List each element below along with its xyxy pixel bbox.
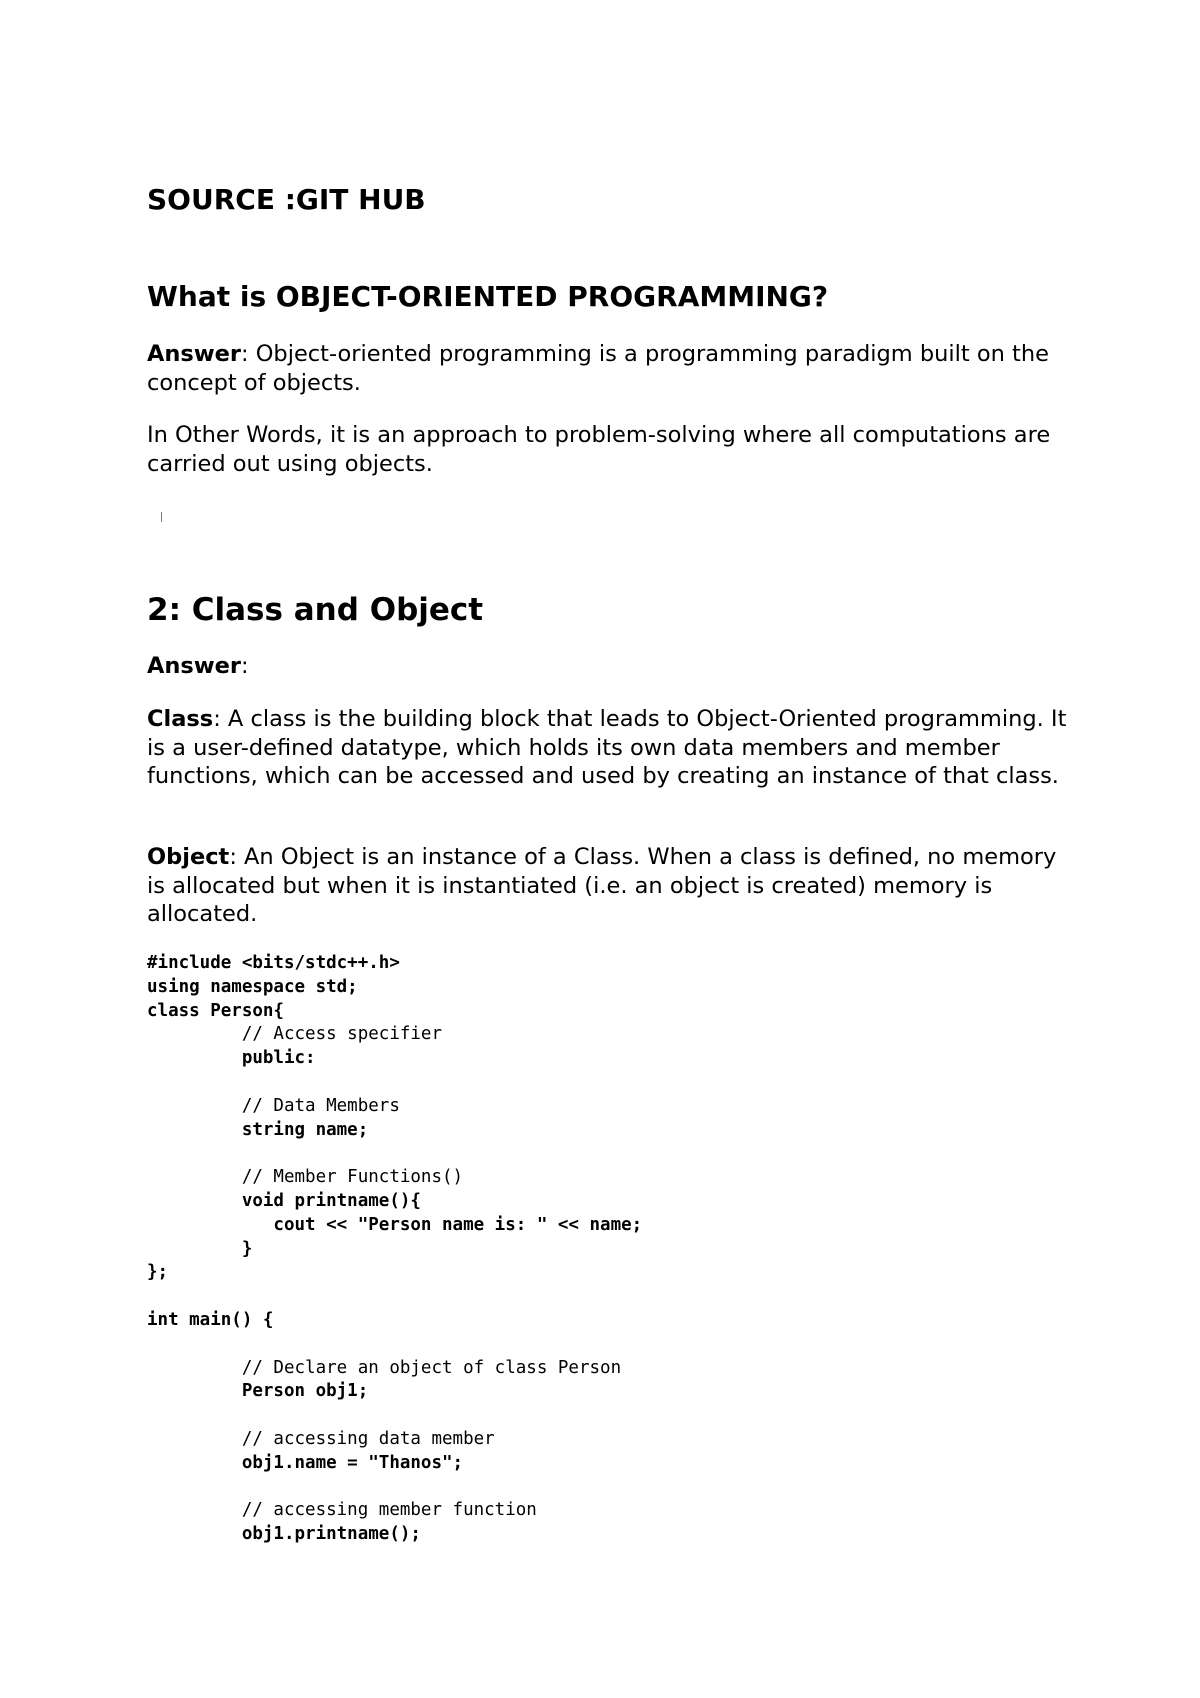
code-line: obj1.printname(); [147,1524,421,1545]
code-line: using namespace std; [147,976,358,997]
code-line: }; [147,1262,169,1283]
code-line: cout << "Person name is: " << name; [147,1214,643,1235]
section1-other-words: In Other Words, it is an approach to problem-solving where all computations are carried out using objects. [147,422,1051,477]
code-line: // accessing member function [147,1500,537,1521]
code-line: // accessing data member [147,1428,495,1449]
object-label: Object [147,844,230,870]
code-line: // Declare an object of class Person [147,1357,622,1378]
section1-answer [147,340,1067,397]
object-text: : An Object is an instance of a Class. When a class is defined, no memory is allocated but when it is instantiated (i.e. an object is created) memory is allocated. [147,844,1057,927]
code-line: public: [147,1048,316,1069]
class-text: : A class is the building block that leads to Object-Oriented programming. It is a user-defined datatype, which holds its own data members and member functions, which can be accessed and used by creating an instance of that class. [147,706,1067,789]
code-line: // Access specifier [147,1024,443,1045]
code-line: class Person{ [147,1000,284,1021]
code-line: #include <bits/stdc++.h> [147,953,400,973]
code-line: string name; [147,1119,369,1140]
answer-label: Answer [147,341,241,367]
answer-label: Answer [147,653,241,679]
code-line: obj1.name = "Thanos"; [147,1452,464,1473]
section2-answer [147,652,1067,681]
code-line: int main() { [147,1309,274,1330]
source-line: SOURCE :GIT HUB [147,183,426,216]
code-line: void printname(){ [147,1190,421,1211]
answer-colon: : [240,653,249,679]
code-line: Person obj1; [147,1381,369,1402]
object-definition [147,843,1067,929]
class-definition [147,705,1067,791]
answer-text: : Object-oriented programming is a programming paradigm built on the concept of objects. [147,341,1049,396]
stray-mark [161,512,162,522]
code-line: // Data Members [147,1095,400,1116]
section1-heading: What is OBJECT-ORIENTED PROGRAMMING? [147,280,829,313]
class-label: Class [147,706,214,732]
code-line: // Member Functions() [147,1167,464,1188]
code-block [147,952,642,1547]
code-line: } [147,1238,253,1259]
section2-heading: 2: Class and Object [147,592,484,628]
